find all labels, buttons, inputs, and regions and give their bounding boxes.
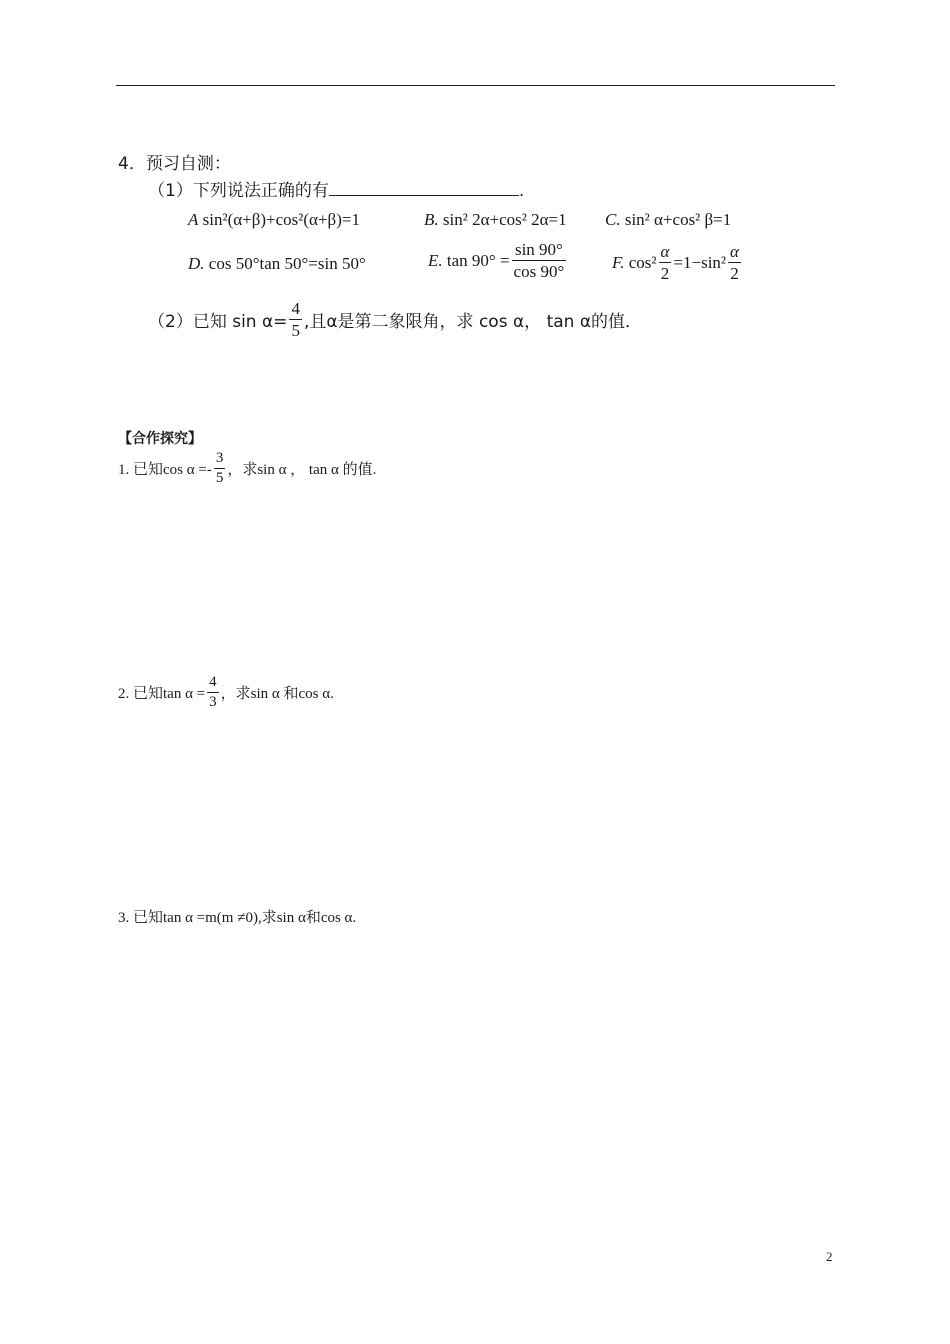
problem-2-numerator: 4 — [209, 674, 217, 690]
option-e-fraction — [512, 241, 567, 280]
option-e — [428, 241, 568, 280]
option-f-letter: F. — [612, 252, 625, 272]
coop-heading: 【合作探究】 — [118, 431, 202, 447]
question-2-fraction — [289, 300, 302, 339]
problem-2 — [118, 675, 334, 710]
option-b — [424, 210, 567, 230]
option-e-left: tan 90° = — [446, 250, 510, 270]
problem-3: 3. 已知tan α =m(m ≠0),求sin α和cos α. — [118, 910, 357, 926]
option-f-numerator-2: α — [730, 242, 739, 261]
option-a — [188, 210, 360, 230]
option-e-letter: E. — [428, 250, 443, 270]
option-d-text: cos 50°tan 50°=sin 50° — [208, 254, 366, 273]
option-f-fraction-1 — [658, 243, 671, 282]
question-1-end: . — [518, 181, 525, 201]
problem-2-denominator: 3 — [209, 694, 217, 710]
option-f-numerator-1: α — [660, 242, 670, 261]
question-2-prefix: （2）已知 sin α= — [148, 312, 288, 332]
problem-1-suffix: ，求sin α ， tan α 的值. — [227, 462, 377, 478]
answer-blank[interactable] — [329, 179, 519, 196]
option-e-numerator: sin 90° — [514, 240, 563, 259]
section-4-heading: 4．预习自测： — [118, 154, 231, 174]
option-b-letter: B. — [424, 210, 439, 229]
problem-2-suffix: ，求sin α 和cos α. — [220, 686, 334, 702]
option-d-letter: D. — [188, 254, 205, 273]
option-f-denominator-1: 2 — [660, 264, 670, 283]
problem-2-fraction — [207, 675, 219, 710]
question-2-suffix: ,且α是第二象限角，求 cos α， tan α的值． — [303, 312, 643, 332]
option-f-mid: =1−sin² — [673, 252, 727, 272]
problem-1-prefix: 1. 已知cos α =- — [118, 462, 212, 478]
option-a-letter: A — [188, 210, 199, 229]
problem-2-prefix: 2. 已知tan α = — [118, 686, 206, 702]
option-f-fraction-2 — [728, 243, 741, 282]
option-f-left: cos² — [628, 252, 657, 272]
option-c-text: sin² α+cos² β=1 — [624, 210, 732, 229]
problem-1-denominator: 5 — [215, 470, 224, 486]
option-f — [612, 243, 743, 282]
question-2-numerator: 4 — [291, 299, 300, 318]
question-2 — [148, 300, 642, 339]
problem-1 — [118, 451, 376, 486]
option-f-denominator-2: 2 — [730, 264, 739, 283]
problem-1-fraction — [214, 451, 226, 486]
question-1 — [148, 176, 524, 201]
option-c — [605, 210, 731, 230]
option-d — [188, 254, 366, 274]
page-number: 2 — [826, 1249, 833, 1264]
header-rule — [116, 85, 835, 86]
question-1-label: （1）下列说法正确的有 — [148, 181, 329, 201]
option-a-text: sin²(α+β)+cos²(α+β)=1 — [202, 210, 360, 229]
problem-1-numerator: 3 — [215, 450, 224, 466]
option-b-text: sin² 2α+cos² 2α=1 — [442, 210, 567, 229]
option-c-letter: C. — [605, 210, 621, 229]
question-2-denominator: 5 — [291, 321, 300, 340]
option-e-denominator: cos 90° — [513, 262, 565, 281]
